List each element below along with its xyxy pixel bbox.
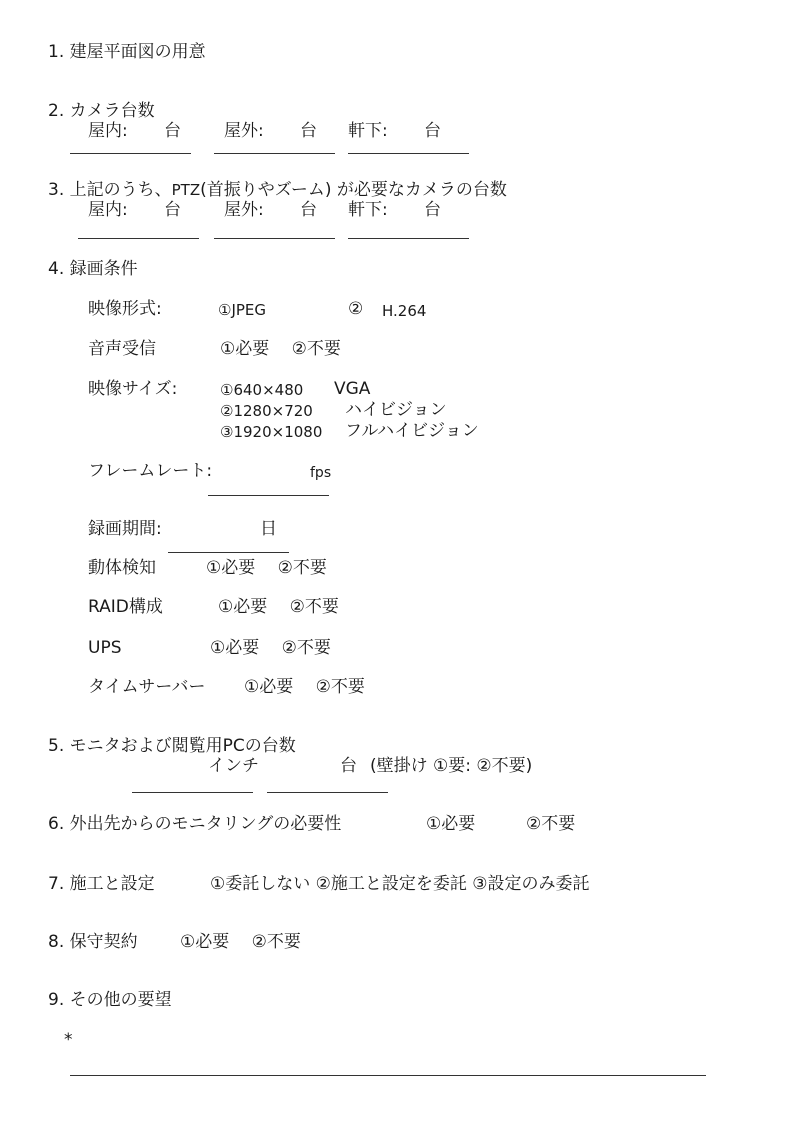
ptz-eaves-line[interactable] xyxy=(348,238,469,239)
construction-options[interactable]: ①委託しない ②施工と設定を委託 ③設定のみ委託 xyxy=(210,874,590,894)
outdoor-unit: 台 xyxy=(300,121,317,141)
audio-options[interactable]: ①必要 ②不要 xyxy=(220,339,341,359)
motion-label: 動体検知 xyxy=(88,558,156,578)
remote-option-not-required[interactable]: ②不要 xyxy=(526,814,576,834)
indoor-label: 屋内: xyxy=(88,121,128,141)
monitor-count-unit: 台 xyxy=(340,756,357,776)
eaves-unit: 台 xyxy=(424,121,441,141)
eaves-count-line[interactable] xyxy=(348,153,469,154)
timeserver-options[interactable]: ①必要 ②不要 xyxy=(244,677,365,697)
timeserver-label: タイムサーバー xyxy=(88,677,206,697)
section-1-title: 1. 建屋平面図の用意 xyxy=(48,42,206,62)
period-label: 録画期間: xyxy=(88,519,162,539)
section-3-title-a: 3. 上記のうち、 xyxy=(48,180,172,200)
period-line[interactable] xyxy=(168,552,289,553)
format-label: 映像形式: xyxy=(88,299,162,319)
ptz-indoor-unit: 台 xyxy=(164,200,181,220)
indoor-count-line[interactable] xyxy=(70,153,191,154)
motion-options[interactable]: ①必要 ②不要 xyxy=(206,558,327,578)
format-option-jpeg[interactable]: ①JPEG xyxy=(218,301,267,319)
section-8-title: 8. 保守契約 xyxy=(48,932,138,952)
ptz-indoor-line[interactable] xyxy=(78,238,199,239)
ups-label: UPS xyxy=(88,638,122,658)
framerate-unit: fps xyxy=(310,465,332,481)
wall-mount-options[interactable]: (壁掛け ①要: ②不要) xyxy=(370,756,533,776)
ptz-eaves-label: 軒下: xyxy=(348,200,388,220)
section-3-title xyxy=(48,180,507,200)
outdoor-count-line[interactable] xyxy=(214,153,335,154)
requests-line[interactable] xyxy=(70,1075,706,1076)
audio-label: 音声受信 xyxy=(88,339,156,359)
ptz-eaves-unit: 台 xyxy=(424,200,441,220)
format-option-h264[interactable]: H.264 xyxy=(382,302,427,320)
size-option-vga-res[interactable]: ①640×480 xyxy=(220,381,304,399)
section-6-title: 6. 外出先からのモニタリングの必要性 xyxy=(48,814,342,834)
ptz-outdoor-label: 屋外: xyxy=(224,200,264,220)
raid-label: RAID構成 xyxy=(88,597,163,617)
monitor-count-line[interactable] xyxy=(267,792,388,793)
ptz-indoor-label: 屋内: xyxy=(88,200,128,220)
size-label: 映像サイズ: xyxy=(88,379,178,399)
ptz-outdoor-unit: 台 xyxy=(300,200,317,220)
raid-options[interactable]: ①必要 ②不要 xyxy=(218,597,339,617)
ups-options[interactable]: ①必要 ②不要 xyxy=(210,638,331,658)
section-7-title: 7. 施工と設定 xyxy=(48,874,155,894)
maintenance-options[interactable]: ①必要 ②不要 xyxy=(180,932,301,952)
period-unit: 日 xyxy=(260,519,277,539)
indoor-unit: 台 xyxy=(164,121,181,141)
section-2-title: 2. カメラ台数 xyxy=(48,101,155,121)
framerate-line[interactable] xyxy=(208,495,329,496)
remote-option-required[interactable]: ①必要 xyxy=(426,814,476,834)
size-option-hd-res[interactable]: ②1280×720 xyxy=(220,402,313,420)
size-option-vga-name: VGA xyxy=(334,379,371,399)
ptz-outdoor-line[interactable] xyxy=(214,238,335,239)
monitor-inch-line[interactable] xyxy=(132,792,253,793)
size-option-fhd-res[interactable]: ③1920×1080 xyxy=(220,423,323,441)
size-option-fhd-name: フルハイビジョン xyxy=(345,421,479,441)
eaves-label: 軒下: xyxy=(348,121,388,141)
monitor-inch-unit: インチ xyxy=(208,756,259,776)
size-option-hd-name: ハイビジョン xyxy=(345,400,447,420)
framerate-label: フレームレート: xyxy=(88,461,213,481)
section-3-title-ptz: PTZ xyxy=(171,181,201,199)
format-option-2-mark[interactable]: ② xyxy=(348,299,364,319)
section-4-title: 4. 録画条件 xyxy=(48,259,138,279)
outdoor-label: 屋外: xyxy=(224,121,264,141)
section-5-title: 5. モニタおよび閲覧用PCの台数 xyxy=(48,736,296,756)
requests-note-mark: * xyxy=(64,1030,73,1050)
section-9-title: 9. その他の要望 xyxy=(48,990,172,1010)
section-3-title-b: (首振りやズーム) が必要なカメラの台数 xyxy=(200,180,507,200)
